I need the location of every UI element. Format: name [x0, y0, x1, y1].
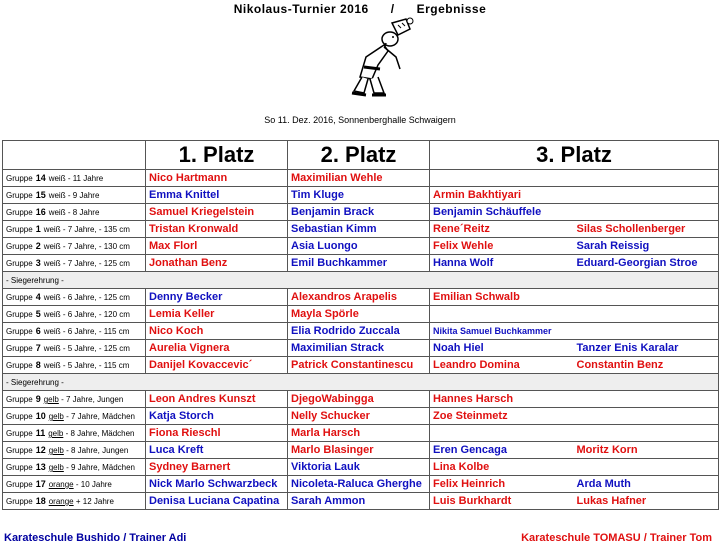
result-row [3, 255, 719, 272]
results-table [2, 140, 719, 510]
third-place-name-b: Eduard-Georgian Stroe [574, 255, 719, 272]
second-place-name: Maximilian Wehle [288, 170, 430, 187]
result-row [3, 442, 719, 459]
second-place-header: 2. Platz [288, 141, 430, 170]
first-place-name: Max Florl [146, 238, 288, 255]
group-word: Gruppe [6, 208, 33, 217]
group-description: - 7 Jahre, Mädchen [66, 412, 135, 421]
result-row [3, 221, 719, 238]
third-place-header: 3. Platz [430, 141, 719, 170]
group-cell [3, 170, 146, 187]
third-place-name-a: Hannes Harsch [430, 391, 574, 408]
results-body [3, 141, 719, 510]
group-cell [3, 442, 146, 459]
group-description: weiß - 6 Jahre, - 125 cm [43, 293, 130, 302]
group-cell [3, 408, 146, 425]
belt-color: gelb [48, 463, 64, 472]
third-place-name-a: Luis Burkhardt [430, 493, 574, 510]
second-place-name: Asia Luongo [288, 238, 430, 255]
third-place-name-a: Armin Bakhtiyari [430, 187, 574, 204]
third-place-name-b [574, 306, 719, 323]
group-description: weiß - 9 Jahre [48, 191, 100, 200]
group-word: Gruppe [6, 497, 33, 506]
third-place-name-a: Felix Heinrich [430, 476, 574, 493]
result-row [3, 476, 719, 493]
group-cell [3, 493, 146, 510]
group-cell [3, 323, 146, 340]
result-row [3, 340, 719, 357]
group-word: Gruppe [6, 191, 33, 200]
ceremony-row [3, 374, 719, 391]
first-place-name: Fiona Rieschl [146, 425, 288, 442]
third-place-name-a [430, 170, 574, 187]
first-place-name: Nico Koch [146, 323, 288, 340]
group-number: 10 [35, 411, 46, 421]
third-place-name-a [430, 425, 574, 442]
second-place-name: Marla Harsch [288, 425, 430, 442]
title-separator: / [390, 2, 395, 16]
result-row [3, 459, 719, 476]
group-word: Gruppe [6, 259, 33, 268]
event-subtitle: So 11. Dez. 2016, Sonnenberghalle Schwaigern [264, 115, 456, 125]
second-place-name: Benjamin Brack [288, 204, 430, 221]
second-place-name: Alexandros Arapelis [288, 289, 430, 306]
first-place-name: Emma Knittel [146, 187, 288, 204]
group-description: - 8 Jahre, Jungen [66, 446, 129, 455]
first-place-name: Luca Kreft [146, 442, 288, 459]
group-description: weiß - 6 Jahre, - 120 cm [43, 310, 130, 319]
third-place-name-b [574, 425, 719, 442]
first-place-name: Tristan Kronwald [146, 221, 288, 238]
result-row [3, 204, 719, 221]
first-place-name: Nico Hartmann [146, 170, 288, 187]
second-place-name: Tim Kluge [288, 187, 430, 204]
belt-color: gelb [48, 429, 64, 438]
group-description: weiß - 6 Jahre, - 115 cm [43, 327, 130, 336]
group-description: weiß - 7 Jahre, - 125 cm [43, 259, 130, 268]
group-word: Gruppe [6, 293, 33, 302]
third-place-name-a: Hanna Wolf [430, 255, 574, 272]
ceremony-label: - Siegerehrung - [3, 272, 719, 289]
result-row [3, 425, 719, 442]
karateka-santa-icon [340, 17, 420, 99]
result-row [3, 170, 719, 187]
third-place-name-a: Felix Wehle [430, 238, 574, 255]
group-number: 12 [35, 445, 46, 455]
first-place-name: Nick Marlo Schwarzbeck [146, 476, 288, 493]
second-place-name: Maximilian Strack [288, 340, 430, 357]
group-number: 15 [35, 190, 46, 200]
third-place-name-a [430, 306, 574, 323]
group-word: Gruppe [6, 361, 33, 370]
belt-color: gelb [48, 446, 64, 455]
result-row [3, 391, 719, 408]
group-cell [3, 476, 146, 493]
second-place-name: Sebastian Kimm [288, 221, 430, 238]
first-place-name: Lemia Keller [146, 306, 288, 323]
group-cell [3, 289, 146, 306]
group-word: Gruppe [6, 174, 33, 183]
group-number: 1 [35, 224, 41, 234]
group-number: 13 [35, 462, 46, 472]
group-description: weiß - 7 Jahre, - 130 cm [43, 242, 130, 251]
group-number: 7 [35, 343, 41, 353]
third-place-name-b: Tanzer Enis Karalar [574, 340, 719, 357]
third-place-name-b: Constantin Benz [574, 357, 719, 374]
third-place-name-b: Arda Muth [574, 476, 719, 493]
group-cell [3, 221, 146, 238]
group-word: Gruppe [6, 344, 33, 353]
group-description: - 8 Jahre, Mädchen [65, 429, 135, 438]
third-place-name-b: Lukas Hafner [574, 493, 719, 510]
group-cell [3, 187, 146, 204]
third-place-name-a: Benjamin Schäuffele [430, 204, 574, 221]
third-place-name-a: Lina Kolbe [430, 459, 574, 476]
second-place-name: Nelly Schucker [288, 408, 430, 425]
group-description: - 10 Jahre [75, 480, 112, 489]
group-word: Gruppe [6, 310, 33, 319]
third-place-name-b [574, 170, 719, 187]
group-description: weiß - 5 Jahre, - 115 cm [43, 361, 130, 370]
group-cell [3, 204, 146, 221]
title-results: Ergebnisse [416, 2, 487, 16]
group-cell [3, 391, 146, 408]
group-description: - 9 Jahre, Mädchen [66, 463, 135, 472]
group-number: 11 [35, 428, 46, 438]
third-place-name-a: Nikita Samuel Buchkammer [430, 323, 574, 340]
third-place-name-b [574, 323, 719, 340]
third-place-name-b [574, 289, 719, 306]
first-place-name: Aurelia Vignera [146, 340, 288, 357]
third-place-name-b [574, 187, 719, 204]
group-word: Gruppe [6, 327, 33, 336]
third-place-name-b: Silas Schollenberger [574, 221, 719, 238]
second-place-name: Nicoleta-Raluca Gherghe [288, 476, 430, 493]
third-place-name-a: Noah Hiel [430, 340, 574, 357]
group-cell [3, 357, 146, 374]
group-description: weiß - 8 Jahre [48, 208, 100, 217]
group-word: Gruppe [6, 242, 33, 251]
first-place-header: 1. Platz [146, 141, 288, 170]
second-place-name: Marlo Blasinger [288, 442, 430, 459]
third-place-name-a: Zoe Steinmetz [430, 408, 574, 425]
third-place-name-b: Sarah Reissig [574, 238, 719, 255]
group-description: weiß - 11 Jahre [48, 174, 104, 183]
third-place-name-a: Leandro Domina [430, 357, 574, 374]
second-place-name: DjegoWabingga [288, 391, 430, 408]
result-row [3, 493, 719, 510]
first-place-name: Danijel Kovaccevic´ [146, 357, 288, 374]
footer-left: Karateschule Bushido / Trainer Adi [4, 532, 187, 544]
second-place-name: Elia Rodrido Zuccala [288, 323, 430, 340]
group-number: 8 [35, 360, 41, 370]
third-place-name-a: Emilian Schwalb [430, 289, 574, 306]
group-description: weiß - 7 Jahre, - 135 cm [43, 225, 130, 234]
group-cell [3, 340, 146, 357]
first-place-name: Samuel Kriegelstein [146, 204, 288, 221]
second-place-name: Emil Buchkammer [288, 255, 430, 272]
second-place-name: Viktoria Lauk [288, 459, 430, 476]
second-place-name: Patrick Constantinescu [288, 357, 430, 374]
group-cell [3, 255, 146, 272]
group-number: 18 [35, 496, 46, 506]
third-place-name-a: Eren Gencaga [430, 442, 574, 459]
third-place-name-a: Rene´Reitz [430, 221, 574, 238]
group-word: Gruppe [6, 225, 33, 234]
ceremony-row [3, 272, 719, 289]
group-description: + 12 Jahre [75, 497, 114, 506]
header-row [3, 141, 719, 170]
group-number: 4 [35, 292, 41, 302]
result-row [3, 357, 719, 374]
group-number: 14 [35, 173, 46, 183]
first-place-name: Katja Storch [146, 408, 288, 425]
group-number: 9 [35, 394, 41, 404]
group-word: Gruppe [6, 412, 33, 421]
third-place-name-b [574, 204, 719, 221]
group-cell [3, 425, 146, 442]
group-word: Gruppe [6, 446, 33, 455]
third-place-name-b [574, 459, 719, 476]
group-word: Gruppe [6, 480, 33, 489]
group-number: 3 [35, 258, 41, 268]
third-place-name-b: Moritz Korn [574, 442, 719, 459]
belt-color: gelb [48, 412, 64, 421]
result-row [3, 323, 719, 340]
first-place-name: Sydney Barnert [146, 459, 288, 476]
title-text: Nikolaus-Turnier 2016 [233, 2, 369, 16]
belt-color: gelb [43, 395, 59, 404]
group-word: Gruppe [6, 395, 33, 404]
second-place-name: Mayla Spörle [288, 306, 430, 323]
group-number: 2 [35, 241, 41, 251]
belt-color: orange [48, 497, 74, 506]
first-place-name: Denisa Luciana Capatina [146, 493, 288, 510]
result-row [3, 187, 719, 204]
group-number: 5 [35, 309, 41, 319]
result-row [3, 289, 719, 306]
group-number: 17 [35, 479, 46, 489]
group-cell [3, 238, 146, 255]
group-number: 6 [35, 326, 41, 336]
third-place-name-b [574, 408, 719, 425]
group-description: weiß - 5 Jahre, - 125 cm [43, 344, 130, 353]
group-description: - 7 Jahre, Jungen [61, 395, 124, 404]
second-place-name: Sarah Ammon [288, 493, 430, 510]
group-cell [3, 306, 146, 323]
ceremony-label: - Siegerehrung - [3, 374, 719, 391]
belt-color: orange [48, 480, 74, 489]
footer-right: Karateschule TOMASU / Trainer Tom [521, 532, 712, 544]
result-row [3, 408, 719, 425]
page-title [0, 2, 720, 16]
first-place-name: Denny Becker [146, 289, 288, 306]
group-number: 16 [35, 207, 46, 217]
group-cell [3, 459, 146, 476]
third-place-name-b [574, 391, 719, 408]
group-word: Gruppe [6, 463, 33, 472]
first-place-name: Jonathan Benz [146, 255, 288, 272]
first-place-name: Leon Andres Kunszt [146, 391, 288, 408]
result-row [3, 306, 719, 323]
group-header-cell [3, 141, 146, 170]
result-row [3, 238, 719, 255]
group-word: Gruppe [6, 429, 33, 438]
